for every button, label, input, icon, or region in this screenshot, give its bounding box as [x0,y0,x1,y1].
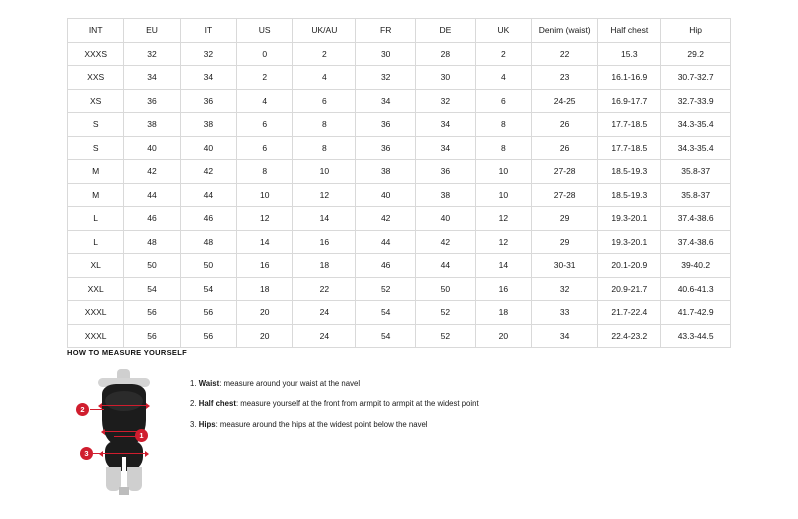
cell: 34 [416,113,476,137]
column-header-uk-au: UK/AU [293,19,356,43]
column-header-half-chest: Half chest [598,19,661,43]
measure-note-half-chest-term: Half chest [198,399,236,409]
mannequin-right-thigh [127,467,142,491]
size-chart-table [67,18,731,348]
cell: S [68,136,124,160]
cell: M [68,160,124,184]
column-header-uk: UK [475,19,531,43]
cell: 32 [180,42,236,66]
cell: 24 [293,324,356,348]
cell: XL [68,254,124,278]
column-header-de: DE [416,19,476,43]
cell: 50 [416,277,476,301]
table-row [68,160,731,184]
cell: 56 [124,324,180,348]
cell: XXL [68,277,124,301]
cell: 27-28 [532,160,598,184]
mannequin-figure-container [67,367,182,497]
cell: 43.3-44.5 [661,324,731,348]
cell: 2 [237,66,293,90]
table-row [68,136,731,160]
column-header-fr: FR [356,19,416,43]
cell: 2 [475,42,531,66]
cell: 20 [475,324,531,348]
cell: 56 [180,301,236,325]
column-header-hip: Hip [661,19,731,43]
measure-note-half-chest [190,399,479,408]
measure-note-waist [190,379,479,388]
cell: 54 [180,277,236,301]
cell: 46 [124,207,180,231]
measure-note-half-chest-text: : measure yourself at the front from armpit to armpit at the widest point [235,399,479,409]
cell: 27-28 [532,183,598,207]
cell: 56 [180,324,236,348]
cell: 22 [293,277,356,301]
half-chest-arrow-right-icon [146,403,150,409]
cell: 40.6-41.3 [661,277,731,301]
cell: 48 [124,230,180,254]
cell: 2 [293,42,356,66]
cell: 22 [532,42,598,66]
cell: 18 [237,277,293,301]
cell: 4 [475,66,531,90]
cell: 34 [416,136,476,160]
cell: 26 [532,113,598,137]
cell: 44 [124,183,180,207]
cell: 29.2 [661,42,731,66]
cell: 33 [532,301,598,325]
measure-note-hips [190,420,479,429]
cell: 46 [356,254,416,278]
measure-note-half-chest-number: 2. [190,399,197,409]
cell: 34 [532,324,598,348]
cell: 44 [180,183,236,207]
cell: 34 [180,66,236,90]
cell: 38 [124,113,180,137]
cell: 10 [237,183,293,207]
cell: 8 [293,136,356,160]
measure-note-waist-term: Waist [198,379,220,388]
marker-2-badge: 2 [76,403,89,416]
cell: 44 [416,254,476,278]
cell: 30 [416,66,476,90]
cell: 50 [180,254,236,278]
cell: 12 [293,183,356,207]
cell: 35.8-37 [661,160,731,184]
table-row [68,324,731,348]
table-row [68,42,731,66]
column-header-us: US [237,19,293,43]
cell: 22.4-23.2 [598,324,661,348]
cell: 38 [180,113,236,137]
column-header-it: IT [180,19,236,43]
cell: 24-25 [532,89,598,113]
table-row [68,230,731,254]
table-row [68,89,731,113]
table-row [68,254,731,278]
table-row [68,66,731,90]
cell: 28 [416,42,476,66]
cell: 6 [237,113,293,137]
cell: 17.7-18.5 [598,136,661,160]
cell: 32 [532,277,598,301]
cell: 12 [237,207,293,231]
cell: XXXS [68,42,124,66]
column-header-int: INT [68,19,124,43]
cell: 40 [416,207,476,231]
cell: 36 [416,160,476,184]
cell: 50 [124,254,180,278]
table-row [68,277,731,301]
cell: 21.7-22.4 [598,301,661,325]
cell: 0 [237,42,293,66]
cell: 18 [293,254,356,278]
cell: 34.3-35.4 [661,113,731,137]
cell: 8 [293,113,356,137]
cell: 34.3-35.4 [661,136,731,160]
cell: 42 [124,160,180,184]
cell: XXS [68,66,124,90]
measure-note-waist-text: : measure around your waist at the navel [219,379,361,388]
cell: 38 [416,183,476,207]
cell: 38 [356,160,416,184]
cell: L [68,230,124,254]
table-header-row [68,19,731,43]
cell: 42 [356,207,416,231]
table-row [68,207,731,231]
cell: 20 [237,324,293,348]
cell: 30.7-32.7 [661,66,731,90]
how-to-measure-section [67,348,747,497]
marker-2-leader-line [90,409,104,410]
cell: 34 [356,89,416,113]
cell: 18.5-19.3 [598,183,661,207]
cell: 41.7-42.9 [661,301,731,325]
cell: 34 [124,66,180,90]
cell: 37.4-38.6 [661,207,731,231]
cell: 36 [124,89,180,113]
cell: 8 [475,113,531,137]
half-chest-arrow-left-icon [98,403,102,409]
cell: 29 [532,207,598,231]
cell: 16 [475,277,531,301]
marker-3-badge: 3 [80,447,93,460]
half-chest-measure-line [102,405,146,406]
mannequin-leg-gap [122,457,126,473]
cell: 10 [475,183,531,207]
table-row [68,183,731,207]
cell: 14 [475,254,531,278]
cell: 39-40.2 [661,254,731,278]
cell: 18.5-19.3 [598,160,661,184]
cell: 40 [180,136,236,160]
cell: 14 [293,207,356,231]
measure-note-hips-text: : measure around the hips at the widest point below the navel [215,419,428,429]
cell: 14 [237,230,293,254]
cell: 6 [475,89,531,113]
cell: 8 [475,136,531,160]
cell: 32.7-33.9 [661,89,731,113]
cell: 56 [124,301,180,325]
column-header-eu: EU [124,19,180,43]
cell: XS [68,89,124,113]
cell: 32 [416,89,476,113]
table-row [68,301,731,325]
cell: XXXL [68,301,124,325]
size-chart-table-container [67,18,731,348]
cell: 6 [293,89,356,113]
cell: 16.9-17.7 [598,89,661,113]
cell: 32 [124,42,180,66]
cell: 54 [124,277,180,301]
cell: 52 [416,324,476,348]
cell: 48 [180,230,236,254]
cell: 42 [180,160,236,184]
cell: 30 [356,42,416,66]
measure-notes-list [190,367,479,440]
cell: 20.9-21.7 [598,277,661,301]
cell: 20.1-20.9 [598,254,661,278]
cell: 24 [293,301,356,325]
cell: 26 [532,136,598,160]
cell: 10 [293,160,356,184]
cell: M [68,183,124,207]
cell: 16 [293,230,356,254]
mannequin-bust [105,391,143,411]
marker-3-leader-line [93,453,105,454]
cell: 54 [356,301,416,325]
cell: 8 [237,160,293,184]
cell: 12 [475,207,531,231]
cell: 52 [356,277,416,301]
cell: 12 [475,230,531,254]
cell: 16.1-16.9 [598,66,661,90]
cell: 18 [475,301,531,325]
cell: 36 [180,89,236,113]
column-header-denim-waist: Denim (waist) [532,19,598,43]
cell: 36 [356,136,416,160]
measure-note-waist-number: 1. [190,379,197,388]
cell: 54 [356,324,416,348]
hips-arrow-right-icon [145,451,149,457]
cell: 37.4-38.6 [661,230,731,254]
cell: S [68,113,124,137]
table-row [68,113,731,137]
cell: 23 [532,66,598,90]
how-to-measure-title: HOW TO MEASURE YOURSELF [67,348,187,357]
cell: 52 [416,301,476,325]
cell: 19.3-20.1 [598,207,661,231]
cell: 35.8-37 [661,183,731,207]
cell: 32 [356,66,416,90]
how-to-measure-body [67,367,747,497]
marker-1-badge: 1 [135,429,148,442]
marker-1-leader-line [114,436,136,437]
waist-arrow-left-icon [101,429,105,435]
cell: 42 [416,230,476,254]
cell: 10 [475,160,531,184]
mannequin-icon [89,369,159,495]
cell: 36 [356,113,416,137]
cell: 19.3-20.1 [598,230,661,254]
cell: 16 [237,254,293,278]
cell: 40 [124,136,180,160]
cell: L [68,207,124,231]
cell: 15.3 [598,42,661,66]
cell: 4 [293,66,356,90]
measure-note-hips-term: Hips [198,419,216,429]
cell: 6 [237,136,293,160]
mannequin-stand [119,487,129,495]
cell: 4 [237,89,293,113]
cell: 40 [356,183,416,207]
cell: 44 [356,230,416,254]
cell: 29 [532,230,598,254]
cell: 46 [180,207,236,231]
cell: 30-31 [532,254,598,278]
measure-note-hips-number: 3. [190,419,197,429]
cell: XXXL [68,324,124,348]
cell: 20 [237,301,293,325]
cell: 17.7-18.5 [598,113,661,137]
